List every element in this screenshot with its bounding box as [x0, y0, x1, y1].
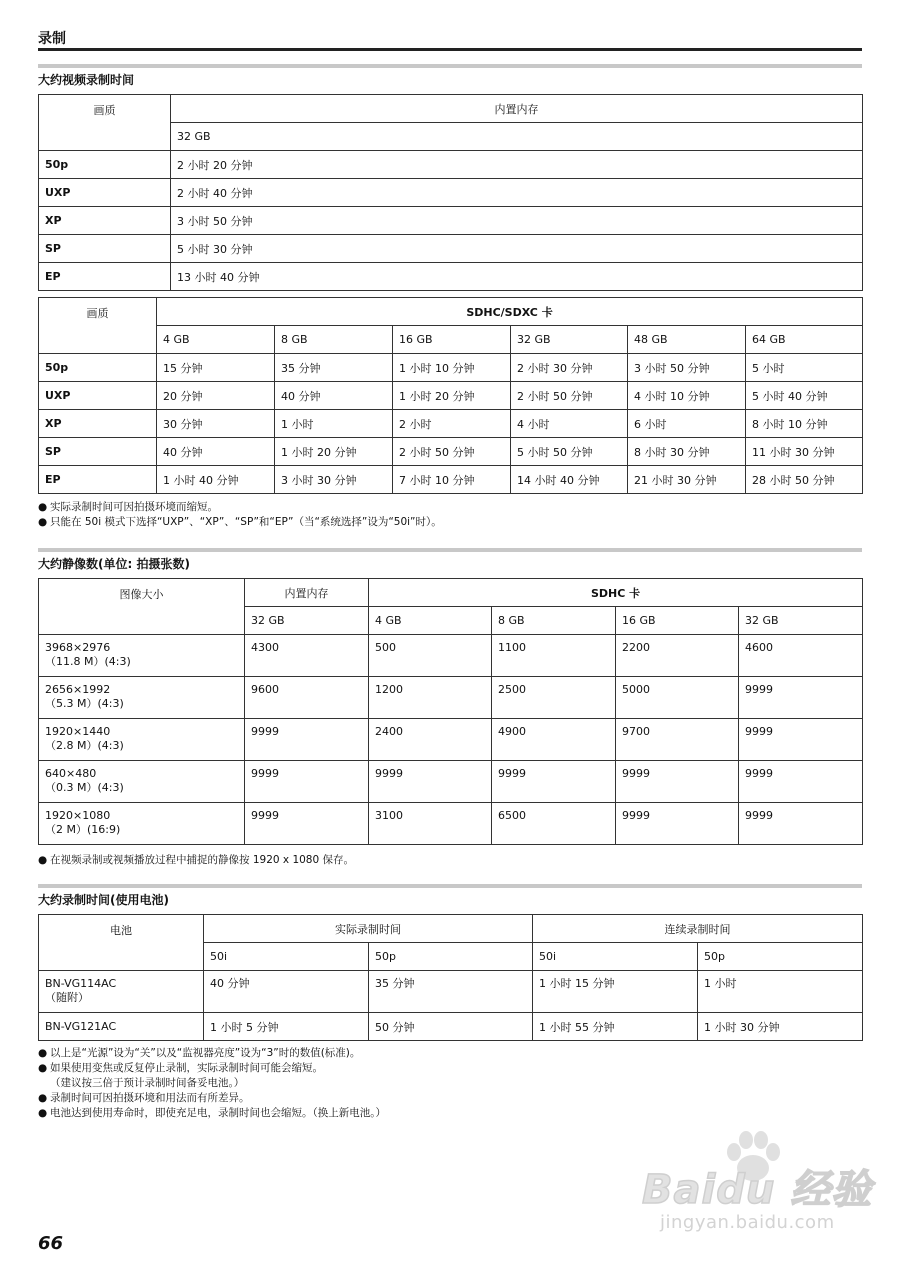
- time-cell: 1 小时 20 分钟: [393, 382, 511, 410]
- time-cell: 2 小时 40 分钟: [171, 179, 863, 207]
- builtin-header: 内置内存: [245, 579, 369, 607]
- quality-cell: XP: [39, 207, 171, 235]
- capacity-header: 64 GB: [746, 326, 863, 354]
- watermark: [640, 1130, 880, 1240]
- count-cell: 9999: [739, 761, 863, 803]
- count-cell: 3100: [369, 803, 492, 845]
- count-cell: 5000: [616, 677, 739, 719]
- table-row: [39, 382, 863, 410]
- still-notes: [38, 853, 862, 868]
- capacity-header: 4 GB: [157, 326, 275, 354]
- time-cell: 2 小时 50 分钟: [393, 438, 511, 466]
- time-cell: 2 小时 20 分钟: [171, 151, 863, 179]
- count-cell: 9600: [245, 677, 369, 719]
- time-cell: 1 小时: [698, 971, 863, 1013]
- battery-model: BN-VG121AC: [45, 1020, 117, 1033]
- watermark-brand: Baidu 经验: [642, 1167, 873, 1213]
- watermark-url: jingyan.baidu.com: [660, 1212, 835, 1233]
- count-cell: 9999: [739, 719, 863, 761]
- capacity-header: 32 GB: [511, 326, 628, 354]
- time-cell: 5 小时 40 分钟: [746, 382, 863, 410]
- time-cell: 28 小时 50 分钟: [746, 466, 863, 494]
- header-rule: [38, 48, 862, 51]
- size-header: 图像大小: [39, 579, 245, 635]
- actual-time-header: 实际录制时间: [204, 915, 533, 943]
- mode-header: 50p: [369, 943, 533, 971]
- time-cell: 40 分钟: [157, 438, 275, 466]
- table-row: [39, 719, 863, 761]
- count-cell: 2500: [492, 677, 616, 719]
- time-cell: 30 分钟: [157, 410, 275, 438]
- capacity-header: 4 GB: [369, 607, 492, 635]
- time-cell: 1 小时 5 分钟: [204, 1013, 369, 1041]
- time-cell: 2 小时 50 分钟: [511, 382, 628, 410]
- count-cell: 9700: [616, 719, 739, 761]
- note-item: ● 录制时间可因拍摄环境和用法而有所差异。: [38, 1092, 250, 1104]
- mode-header: 50i: [204, 943, 369, 971]
- note-text: 在视频录制或视频播放过程中捕捉的静像按 1920 x 1080 保存。: [50, 854, 355, 866]
- size-value: 640×480: [45, 767, 97, 780]
- battery-cell: [39, 971, 204, 1013]
- size-value: 1920×1440: [45, 725, 111, 738]
- video-notes: [38, 500, 862, 530]
- quality-header: 画质: [39, 95, 171, 151]
- section-divider: [38, 548, 862, 552]
- note-item: ● 实际录制时间可因拍摄环境而缩短。: [38, 501, 218, 513]
- time-cell: 1 小时 40 分钟: [157, 466, 275, 494]
- quality-cell: 50p: [39, 151, 171, 179]
- video-builtin-table: [38, 94, 863, 291]
- count-cell: 9999: [739, 677, 863, 719]
- table-row: [39, 971, 863, 1013]
- count-cell: 2400: [369, 719, 492, 761]
- capacity-header: 16 GB: [616, 607, 739, 635]
- quality-cell: EP: [39, 263, 171, 291]
- capacity-header: 32 GB: [739, 607, 863, 635]
- time-cell: 1 小时 30 分钟: [698, 1013, 863, 1041]
- note-item: ● 在视频录制或视频播放过程中捕捉的静像按 1920 x 1080 保存。: [38, 854, 355, 866]
- table-row: [39, 438, 863, 466]
- table-row: [39, 803, 863, 845]
- time-cell: 5 小时 50 分钟: [511, 438, 628, 466]
- time-cell: 2 小时 30 分钟: [511, 354, 628, 382]
- time-cell: 40 分钟: [204, 971, 369, 1013]
- count-cell: 1100: [492, 635, 616, 677]
- time-cell: 6 小时: [628, 410, 746, 438]
- battery-section-title: 大约录制时间(使用电池): [38, 893, 169, 907]
- size-cell: [39, 635, 245, 677]
- battery-detail: （随附）: [45, 991, 89, 1004]
- time-cell: 35 分钟: [369, 971, 533, 1013]
- time-cell: 1 小时 55 分钟: [533, 1013, 698, 1041]
- time-cell: 3 小时 50 分钟: [628, 354, 746, 382]
- time-cell: 8 小时 10 分钟: [746, 410, 863, 438]
- count-cell: 9999: [492, 761, 616, 803]
- count-cell: 9999: [369, 761, 492, 803]
- table-row: [39, 677, 863, 719]
- count-cell: 9999: [616, 761, 739, 803]
- video-section-title: 大约视频录制时间: [38, 73, 135, 87]
- quality-cell: UXP: [39, 382, 157, 410]
- battery-cell: [39, 1013, 204, 1041]
- size-cell: [39, 761, 245, 803]
- note-text: 实际录制时间可因拍摄环境而缩短。: [50, 501, 218, 513]
- quality-header: 画质: [39, 298, 157, 354]
- battery-header: 电池: [39, 915, 204, 971]
- note-text: 电池达到使用寿命时，即使充足电，录制时间也会缩短。（换上新电池。）: [50, 1107, 386, 1119]
- time-cell: 1 小时: [275, 410, 393, 438]
- time-cell: 1 小时 15 分钟: [533, 971, 698, 1013]
- time-cell: 7 小时 10 分钟: [393, 466, 511, 494]
- size-detail: （5.3 M）(4:3): [45, 697, 124, 710]
- count-cell: 2200: [616, 635, 739, 677]
- time-cell: 35 分钟: [275, 354, 393, 382]
- count-cell: 4300: [245, 635, 369, 677]
- quality-cell: XP: [39, 410, 157, 438]
- time-cell: 40 分钟: [275, 382, 393, 410]
- note-item: ● 以上是“光源”设为“关”以及“监视器亮度”设为“3”时的数值(标准)。: [38, 1047, 361, 1059]
- note-text: 如果使用变焦或反复停止录制，实际录制时间可能会缩短。: [50, 1062, 323, 1074]
- time-cell: 15 分钟: [157, 354, 275, 382]
- quality-cell: EP: [39, 466, 157, 494]
- size-detail: （2 M）(16:9): [45, 823, 121, 836]
- count-cell: 500: [369, 635, 492, 677]
- table-row: [39, 761, 863, 803]
- count-cell: 1200: [369, 677, 492, 719]
- time-cell: 50 分钟: [369, 1013, 533, 1041]
- time-cell: 1 小时 20 分钟: [275, 438, 393, 466]
- capacity-header: 32 GB: [245, 607, 369, 635]
- count-cell: 9999: [245, 803, 369, 845]
- section-divider: [38, 64, 862, 68]
- battery-notes: [38, 1046, 862, 1121]
- quality-cell: UXP: [39, 179, 171, 207]
- size-value: 3968×2976: [45, 641, 111, 654]
- time-cell: 11 小时 30 分钟: [746, 438, 863, 466]
- count-cell: 9999: [616, 803, 739, 845]
- size-cell: [39, 677, 245, 719]
- capacity-header: 8 GB: [492, 607, 616, 635]
- time-cell: 4 小时 10 分钟: [628, 382, 746, 410]
- capacity-header: 48 GB: [628, 326, 746, 354]
- table-row: [39, 1013, 863, 1041]
- time-cell: 3 小时 30 分钟: [275, 466, 393, 494]
- battery-table: [38, 914, 863, 1041]
- table-row: [39, 410, 863, 438]
- media-header: 内置内存: [171, 95, 863, 123]
- count-cell: 9999: [739, 803, 863, 845]
- note-item: ● 电池达到使用寿命时，即使充足电，录制时间也会缩短。（换上新电池。）: [38, 1107, 386, 1119]
- battery-model: BN-VG114AC: [45, 977, 117, 990]
- time-cell: 21 小时 30 分钟: [628, 466, 746, 494]
- quality-cell: 50p: [39, 354, 157, 382]
- note-text: 以上是“光源”设为“关”以及“监视器亮度”设为“3”时的数值(标准)。: [50, 1047, 361, 1059]
- media-header: SDHC/SDXC 卡: [157, 298, 863, 326]
- capacity-header: 8 GB: [275, 326, 393, 354]
- size-value: 1920×1080: [45, 809, 111, 822]
- table-row: [39, 151, 863, 179]
- size-detail: （2.8 M）(4:3): [45, 739, 124, 752]
- still-image-table: [38, 578, 863, 845]
- time-cell: 5 小时: [746, 354, 863, 382]
- mode-header: 50i: [533, 943, 698, 971]
- note-subtext: （建议按三倍于预计录制时间备妥电池。）: [50, 1077, 245, 1089]
- count-cell: 9999: [245, 761, 369, 803]
- sd-header: SDHC 卡: [369, 579, 863, 607]
- size-detail: （0.3 M）(4:3): [45, 781, 124, 794]
- time-cell: 4 小时: [511, 410, 628, 438]
- time-cell: 13 小时 40 分钟: [171, 263, 863, 291]
- table-row: [39, 207, 863, 235]
- size-cell: [39, 719, 245, 761]
- table-row: [39, 466, 863, 494]
- page-number: 66: [38, 1233, 64, 1254]
- time-cell: 5 小时 30 分钟: [171, 235, 863, 263]
- count-cell: 9999: [245, 719, 369, 761]
- note-text: 只能在 50i 模式下选择“UXP”、“XP”、“SP”和“EP”（当“系统选择”设为“50i”时）。: [50, 516, 442, 528]
- section-divider: [38, 884, 862, 888]
- note-item: ● 只能在 50i 模式下选择“UXP”、“XP”、“SP”和“EP”（当“系统选择”设为“50i”时）。: [38, 516, 442, 528]
- size-value: 2656×1992: [45, 683, 111, 696]
- count-cell: 4900: [492, 719, 616, 761]
- count-cell: 6500: [492, 803, 616, 845]
- quality-cell: SP: [39, 235, 171, 263]
- time-cell: 14 小时 40 分钟: [511, 466, 628, 494]
- table-row: [39, 179, 863, 207]
- continuous-time-header: 连续录制时间: [533, 915, 863, 943]
- still-section-title: 大约静像数(单位: 拍摄张数): [38, 557, 190, 571]
- capacity-header: 16 GB: [393, 326, 511, 354]
- size-detail: （11.8 M）(4:3): [45, 655, 131, 668]
- time-cell: 2 小时: [393, 410, 511, 438]
- table-row: [39, 354, 863, 382]
- quality-cell: SP: [39, 438, 157, 466]
- video-sd-table: [38, 297, 863, 494]
- count-cell: 4600: [739, 635, 863, 677]
- table-row: [39, 235, 863, 263]
- time-cell: 3 小时 50 分钟: [171, 207, 863, 235]
- note-text: 录制时间可因拍摄环境和用法而有所差异。: [50, 1092, 250, 1104]
- mode-header: 50p: [698, 943, 863, 971]
- time-cell: 8 小时 30 分钟: [628, 438, 746, 466]
- page-header: [38, 28, 862, 48]
- table-row: [39, 635, 863, 677]
- page-title: 录制: [38, 31, 66, 47]
- time-cell: 1 小时 10 分钟: [393, 354, 511, 382]
- time-cell: 20 分钟: [157, 382, 275, 410]
- size-cell: [39, 803, 245, 845]
- capacity-header: 32 GB: [171, 123, 863, 151]
- note-item: ● 如果使用变焦或反复停止录制，实际录制时间可能会缩短。: [38, 1062, 323, 1074]
- table-row: [39, 263, 863, 291]
